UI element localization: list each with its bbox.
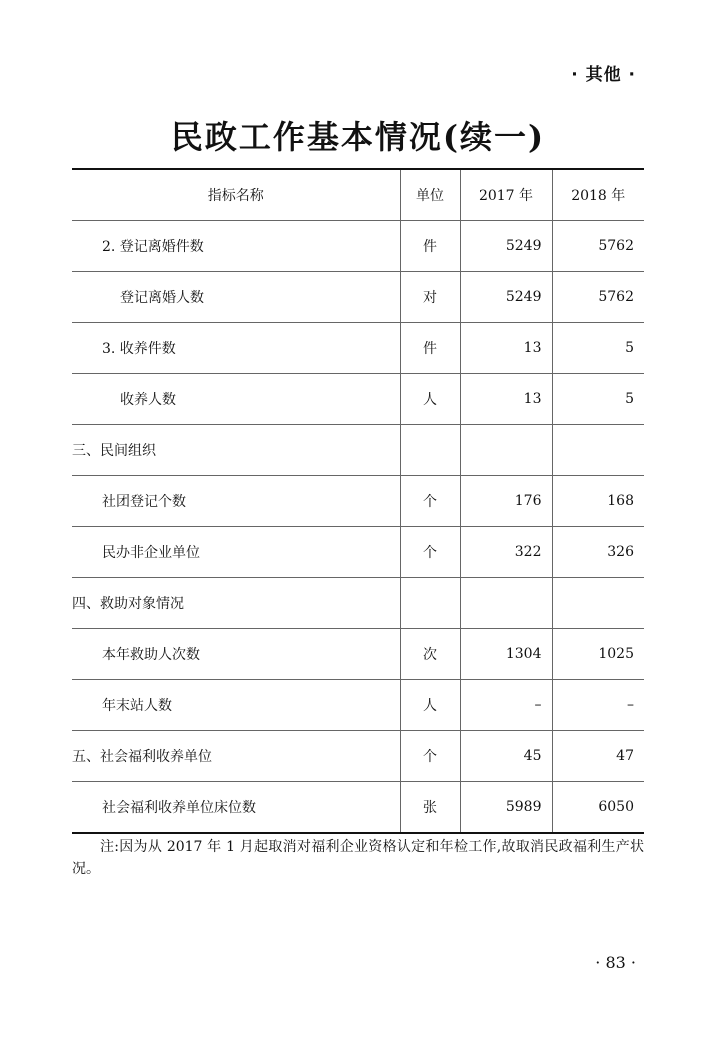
row-unit xyxy=(400,578,460,629)
statistics-table xyxy=(72,168,644,834)
row-value-2017: 5989 xyxy=(460,782,552,834)
row-value-2018: 5 xyxy=(552,374,644,425)
header-indicator-name: 指标名称 xyxy=(72,169,400,221)
row-value-2018 xyxy=(552,425,644,476)
row-name: 本年救助人次数 xyxy=(72,629,400,680)
page-title: 民政工作基本情况(续一) xyxy=(170,118,546,156)
table-row xyxy=(72,680,644,731)
row-name: 3. 收养件数 xyxy=(72,323,400,374)
table-row-section xyxy=(72,578,644,629)
row-name: 四、救助对象情况 xyxy=(72,578,400,629)
header-unit: 单位 xyxy=(400,169,460,221)
row-name: 民办非企业单位 xyxy=(72,527,400,578)
row-value-2018: 326 xyxy=(552,527,644,578)
row-unit: 人 xyxy=(400,374,460,425)
row-unit: 个 xyxy=(400,527,460,578)
header-year-2018: 2018 年 xyxy=(552,169,644,221)
row-unit: 人 xyxy=(400,680,460,731)
row-name: 社会福利收养单位床位数 xyxy=(72,782,400,834)
row-value-2017 xyxy=(460,425,552,476)
row-value-2018: – xyxy=(552,680,644,731)
table-row xyxy=(72,374,644,425)
row-value-2017: 45 xyxy=(460,731,552,782)
row-unit: 张 xyxy=(400,782,460,834)
page-number: · 83 · xyxy=(595,953,636,972)
row-name: 三、民间组织 xyxy=(72,425,400,476)
table-row xyxy=(72,629,644,680)
row-value-2017: – xyxy=(460,680,552,731)
row-value-2018: 168 xyxy=(552,476,644,527)
row-value-2018: 5 xyxy=(552,323,644,374)
row-value-2017: 322 xyxy=(460,527,552,578)
row-value-2018: 47 xyxy=(552,731,644,782)
table-row-section xyxy=(72,425,644,476)
row-name: 年末站人数 xyxy=(72,680,400,731)
table-row xyxy=(72,272,644,323)
table-row xyxy=(72,323,644,374)
table-header-row xyxy=(72,169,644,221)
row-value-2017: 1304 xyxy=(460,629,552,680)
row-unit xyxy=(400,425,460,476)
table-row xyxy=(72,476,644,527)
row-value-2018: 6050 xyxy=(552,782,644,834)
section-header: · 其他 · xyxy=(571,65,636,85)
table-row xyxy=(72,221,644,272)
row-unit: 件 xyxy=(400,323,460,374)
table-row xyxy=(72,527,644,578)
row-unit: 件 xyxy=(400,221,460,272)
row-unit: 次 xyxy=(400,629,460,680)
table-row xyxy=(72,782,644,834)
row-name: 社团登记个数 xyxy=(72,476,400,527)
header-year-2017: 2017 年 xyxy=(460,169,552,221)
row-value-2017: 13 xyxy=(460,374,552,425)
row-name: 2. 登记离婚件数 xyxy=(72,221,400,272)
row-unit: 个 xyxy=(400,476,460,527)
row-value-2017: 5249 xyxy=(460,221,552,272)
row-value-2017: 13 xyxy=(460,323,552,374)
row-name: 收养人数 xyxy=(72,374,400,425)
row-value-2018: 1025 xyxy=(552,629,644,680)
row-value-2018: 5762 xyxy=(552,272,644,323)
row-name: 登记离婚人数 xyxy=(72,272,400,323)
table-footnote: 注:因为从 2017 年 1 月起取消对福利企业资格认定和年检工作,故取消民政福利生产状况。 xyxy=(72,839,644,877)
row-value-2018: 5762 xyxy=(552,221,644,272)
row-value-2017: 176 xyxy=(460,476,552,527)
row-value-2017: 5249 xyxy=(460,272,552,323)
row-unit: 个 xyxy=(400,731,460,782)
row-value-2017 xyxy=(460,578,552,629)
table-row-section xyxy=(72,731,644,782)
row-name: 五、社会福利收养单位 xyxy=(72,731,400,782)
row-value-2018 xyxy=(552,578,644,629)
row-unit: 对 xyxy=(400,272,460,323)
